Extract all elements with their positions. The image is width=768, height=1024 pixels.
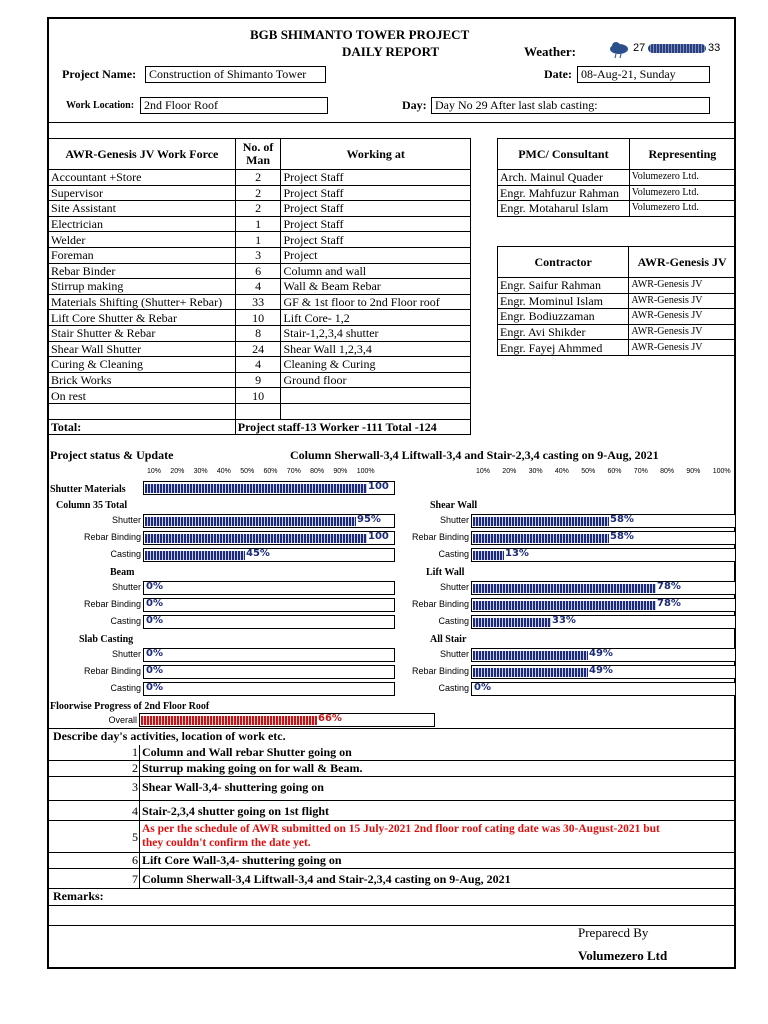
activity-text: Column and Wall rebar Shutter going on — [142, 745, 352, 759]
progress-bar-value: 100 — [368, 481, 389, 492]
progress-row-label: Shutter — [111, 515, 141, 525]
progress-row-label: Casting — [438, 549, 469, 559]
workforce-row — [49, 170, 471, 186]
progress-bar-fill — [473, 517, 609, 526]
contractor-name: Engr. Fayej Ahmmed — [498, 340, 629, 356]
progress-row-label: Casting — [110, 616, 141, 626]
pmc-name: Arch. Mainul Quader — [498, 170, 630, 186]
activity-text: Column Sherwall-3,4 Liftwall-3,4 and Stair-2,3,4 casting on 9-Aug, 2021 — [142, 872, 511, 886]
progress-bar — [143, 531, 395, 545]
workforce-row — [49, 310, 471, 326]
workforce-force: Stair Shutter & Rebar — [49, 325, 236, 341]
progress-bar-fill — [473, 534, 609, 543]
progress-bar — [143, 548, 395, 562]
workforce-location: Shear Wall 1,2,3,4 — [281, 341, 471, 357]
contractor-col-rep: AWR-Genesis JV — [629, 247, 736, 278]
workforce-location: Project Staff — [281, 201, 471, 217]
progress-bar-fill — [473, 551, 504, 560]
workforce-count: 8 — [235, 325, 281, 341]
workforce-count: 4 — [235, 279, 281, 295]
workforce-force: Accountant +Store — [49, 170, 236, 186]
workforce-count: 4 — [235, 357, 281, 373]
scale-tick-label: 100% — [356, 468, 375, 475]
workforce-row — [49, 388, 471, 404]
activity-text: Sturrup making going on for wall & Beam. — [142, 761, 363, 775]
activity-number: 4 — [132, 804, 138, 818]
workforce-location: Cleaning & Curing — [281, 357, 471, 373]
progress-bar — [471, 598, 736, 612]
progress-bar-value: 13% — [505, 548, 529, 559]
workforce-row — [49, 185, 471, 201]
activity-text: Shear Wall-3,4- shuttering going on — [142, 780, 324, 794]
contractor-table — [497, 246, 736, 356]
workforce-force: Rebar Binder — [49, 263, 236, 279]
workforce-count: 1 — [235, 232, 281, 248]
activity-number: 5 — [132, 830, 138, 844]
progress-section-label: Shear Wall — [430, 500, 478, 511]
contractor-name: Engr. Avi Shikder — [498, 324, 629, 340]
contractor-name: Engr. Bodiuzzaman — [498, 309, 629, 325]
activity-text: As per the schedule of AWR submitted on 15 July-2021 2nd floor roof cating date was 30-August-2021 but — [142, 823, 660, 835]
progress-row-label: Casting — [438, 683, 469, 693]
workforce-blank-cell — [235, 403, 281, 419]
scale-tick-label: 60% — [607, 468, 622, 475]
workforce-location: Project Staff — [281, 232, 471, 248]
pmc-representing: Volumezero Ltd. — [629, 201, 735, 217]
progress-bar-value: 0% — [146, 615, 163, 626]
workforce-count: 2 — [235, 185, 281, 201]
activity-text: Stair-2,3,4 shutter going on 1st flight — [142, 804, 330, 818]
day-field[interactable]: Day No 29 After last slab casting: — [431, 97, 710, 114]
status-title: Project status & Update — [50, 448, 174, 462]
contractor-row — [498, 293, 736, 309]
workforce-force: Shear Wall Shutter — [49, 341, 236, 357]
remarks-top-line — [48, 888, 735, 889]
workforce-row — [49, 325, 471, 341]
workforce-force: Foreman — [49, 247, 236, 263]
activities-num-divider — [139, 745, 140, 888]
progress-bar-value: 0% — [146, 682, 163, 693]
progress-section-label: Floorwise Progress of 2nd Floor Roof — [50, 701, 210, 712]
prepared-company: Volumezero Ltd — [578, 948, 668, 963]
scale-tick-label: 20% — [502, 468, 517, 475]
progress-row-label: Rebar Binding — [411, 666, 469, 676]
contractor-representing: AWR-Genesis JV — [629, 278, 736, 294]
pmc-name: Engr. Motaharul Islam — [498, 201, 630, 217]
work-location-label: Work Location: — [66, 100, 135, 111]
progress-row-label: Shutter — [111, 582, 141, 592]
pmc-row — [498, 185, 736, 201]
prepared-by: Preparecd By — [578, 925, 649, 940]
scale-tick-label: 40% — [554, 468, 569, 475]
progress-bar — [471, 531, 736, 545]
contractor-representing: AWR-Genesis JV — [629, 309, 736, 325]
workforce-row — [49, 247, 471, 263]
workforce-col-force: AWR-Genesis JV Work Force — [49, 139, 236, 170]
day-label: Day: — [402, 98, 427, 112]
progress-bar — [143, 615, 395, 629]
weather-label: Weather: — [524, 44, 576, 59]
progress-row-label: Casting — [438, 616, 469, 626]
workforce-row — [49, 372, 471, 388]
progress-row-label: Rebar Binding — [83, 532, 141, 542]
progress-section-label: Shutter Materials — [50, 484, 126, 495]
progress-bar-value: 45% — [246, 548, 270, 559]
workforce-row — [49, 341, 471, 357]
workforce-total-row — [49, 419, 471, 435]
activity-number: 1 — [132, 745, 138, 759]
pmc-col-rep: Representing — [629, 139, 735, 170]
workforce-location: Ground floor — [281, 372, 471, 388]
progress-bar — [139, 713, 435, 727]
activities-title: Describe day's activities, location of work etc. — [53, 729, 286, 743]
workforce-row — [49, 294, 471, 310]
scale-tick-label: 50% — [240, 468, 255, 475]
workforce-row — [49, 201, 471, 217]
scale-tick-label: 10% — [147, 468, 162, 475]
scale-tick-label: 20% — [170, 468, 185, 475]
workforce-count: 2 — [235, 201, 281, 217]
workforce-force: Materials Shifting (Shutter+ Rebar) — [49, 294, 236, 310]
progress-bar-value: 49% — [589, 648, 613, 659]
report-subtitle: DAILY REPORT — [342, 44, 440, 59]
contractor-representing: AWR-Genesis JV — [629, 293, 736, 309]
date-label: Date: — [544, 67, 572, 81]
pmc-name: Engr. Mahfuzur Rahman — [498, 185, 630, 201]
status-headline: Column Sherwall-3,4 Liftwall-3,4 and Stair-2,3,4 casting on 9-Aug, 2021 — [290, 448, 659, 462]
pmc-representing: Volumezero Ltd. — [629, 170, 735, 186]
workforce-row — [49, 263, 471, 279]
workforce-force: Site Assistant — [49, 201, 236, 217]
progress-bar-value: 95% — [357, 514, 381, 525]
temp-range-bar — [648, 44, 706, 53]
progress-bar — [143, 581, 395, 595]
workforce-location: Stair-1,2,3,4 shutter — [281, 325, 471, 341]
contractor-row — [498, 278, 736, 294]
progress-bar-fill — [141, 716, 317, 725]
workforce-force: Brick Works — [49, 372, 236, 388]
scale-tick-label: 90% — [686, 468, 701, 475]
scale-tick-label: 100% — [712, 468, 731, 475]
progress-section-label: Column 35 Total — [56, 500, 128, 511]
progress-row-label: Rebar Binding — [83, 666, 141, 676]
scale-tick-label: 60% — [263, 468, 278, 475]
contractor-row — [498, 340, 736, 356]
workforce-location: Project Staff — [281, 216, 471, 232]
progress-bar-fill — [473, 668, 588, 677]
activity-text-continued: they couldn't confirm the date yet. — [142, 837, 311, 849]
contractor-representing: AWR-Genesis JV — [629, 340, 736, 356]
pmc-representing: Volumezero Ltd. — [629, 185, 735, 201]
workforce-force: Electrician — [49, 216, 236, 232]
weather-icon — [608, 41, 630, 59]
progress-bar-fill — [473, 601, 656, 610]
workforce-location: Project Staff — [281, 170, 471, 186]
activity-row-line — [48, 868, 735, 869]
workforce-force: On rest — [49, 388, 236, 404]
date-field[interactable]: 08-Aug-21, Sunday — [577, 66, 710, 83]
progress-bar-fill — [473, 651, 588, 660]
progress-bar — [471, 548, 736, 562]
progress-bar-value: 33% — [552, 615, 576, 626]
progress-bar-value: 66% — [318, 713, 342, 724]
report-title: BGB SHIMANTO TOWER PROJECT — [250, 27, 470, 42]
workforce-location: Project — [281, 247, 471, 263]
progress-section-label: Beam — [110, 567, 135, 578]
contractor-row — [498, 309, 736, 325]
progress-bar-fill — [145, 551, 245, 560]
progress-bar-value: 0% — [146, 598, 163, 609]
workforce-count: 33 — [235, 294, 281, 310]
progress-bar-fill — [473, 618, 551, 627]
progress-bar-value: 0% — [146, 581, 163, 592]
scale-tick-label: 80% — [660, 468, 675, 475]
progress-row-label: Shutter — [439, 582, 469, 592]
workforce-spacer-row — [49, 403, 471, 419]
scale-tick-label: 80% — [310, 468, 325, 475]
workforce-count: 9 — [235, 372, 281, 388]
contractor-col-name: Contractor — [498, 247, 629, 278]
progress-bar — [143, 598, 395, 612]
progress-row-label: Casting — [110, 683, 141, 693]
activity-number: 6 — [132, 853, 138, 867]
workforce-col-no: No. of Man — [235, 139, 281, 170]
activity-row-line — [48, 820, 735, 821]
scale-tick-label: 90% — [333, 468, 348, 475]
remarks-label: Remarks: — [53, 889, 104, 903]
workforce-count: 10 — [235, 388, 281, 404]
progress-row-label: Rebar Binding — [83, 599, 141, 609]
overall-label: Overall — [108, 715, 137, 725]
workforce-row — [49, 279, 471, 295]
progress-bar-value: 49% — [589, 665, 613, 676]
workforce-count: 1 — [235, 216, 281, 232]
pmc-row — [498, 170, 736, 186]
project-name-field[interactable]: Construction of Shimanto Tower — [145, 66, 326, 83]
workforce-count: 6 — [235, 263, 281, 279]
progress-bar — [143, 682, 395, 696]
workforce-blank-cell — [281, 403, 471, 419]
progress-bar — [143, 648, 395, 662]
progress-bar-fill — [145, 484, 367, 493]
scale-tick-label: 40% — [216, 468, 231, 475]
workforce-location: Column and wall — [281, 263, 471, 279]
progress-bar — [471, 615, 736, 629]
temp-high: 33 — [708, 42, 721, 54]
progress-bar-fill — [473, 584, 656, 593]
progress-section-label: Slab Casting — [79, 634, 134, 645]
workforce-force: Stirrup making — [49, 279, 236, 295]
scale-tick-label: 10% — [476, 468, 491, 475]
workforce-count: 3 — [235, 247, 281, 263]
progress-bar — [471, 682, 736, 696]
pmc-col-name: PMC/ Consultant — [498, 139, 630, 170]
workforce-location: GF & 1st floor to 2nd Floor roof — [281, 294, 471, 310]
contractor-name: Engr. Mominul Islam — [498, 293, 629, 309]
workforce-force: Supervisor — [49, 185, 236, 201]
progress-section-label: Lift Wall — [426, 567, 465, 578]
workforce-row — [49, 232, 471, 248]
work-location-field[interactable]: 2nd Floor Roof — [140, 97, 328, 114]
progress-bar — [471, 665, 736, 679]
workforce-location: Wall & Beam Rebar — [281, 279, 471, 295]
workforce-location — [281, 388, 471, 404]
workforce-location: Project Staff — [281, 185, 471, 201]
progress-bar-value: 58% — [610, 514, 634, 525]
workforce-row — [49, 216, 471, 232]
progress-bar — [471, 648, 736, 662]
progress-section-label: All Stair — [430, 634, 467, 645]
progress-bar — [143, 514, 395, 528]
activity-row-line — [48, 800, 735, 801]
progress-bar-value: 78% — [657, 598, 681, 609]
workforce-location: Lift Core- 1,2 — [281, 310, 471, 326]
workforce-force: Lift Core Shutter & Rebar — [49, 310, 236, 326]
pmc-table — [497, 138, 736, 217]
progress-bar — [471, 581, 736, 595]
workforce-count: 2 — [235, 170, 281, 186]
progress-bar-value: 58% — [610, 531, 634, 542]
progress-bar — [143, 481, 395, 495]
scale-tick-label: 30% — [193, 468, 208, 475]
temp-low: 27 — [633, 42, 646, 54]
progress-row-label: Shutter — [439, 515, 469, 525]
workforce-force: Curing & Cleaning — [49, 357, 236, 373]
scale-tick-label: 50% — [581, 468, 596, 475]
pmc-row — [498, 201, 736, 217]
workforce-table — [48, 138, 471, 435]
progress-bar-value: 78% — [657, 581, 681, 592]
workforce-count: 24 — [235, 341, 281, 357]
scale-tick-label: 30% — [528, 468, 543, 475]
activity-text: Lift Core Wall-3,4- shuttering going on — [142, 853, 342, 867]
progress-row-label: Rebar Binding — [411, 599, 469, 609]
progress-row-label: Shutter — [439, 649, 469, 659]
workforce-row — [49, 357, 471, 373]
progress-bar-value: 0% — [146, 648, 163, 659]
progress-row-label: Casting — [110, 549, 141, 559]
progress-bar — [471, 514, 736, 528]
contractor-name: Engr. Saifur Rahman — [498, 278, 629, 294]
progress-bar-value: 100 — [368, 531, 389, 542]
project-name-label: Project Name: — [62, 67, 137, 81]
workforce-total-value: Project staff-13 Worker -111 Total -124 — [235, 419, 470, 435]
remarks-line-1 — [48, 905, 735, 906]
progress-bar-value: 0% — [474, 682, 491, 693]
workforce-count: 10 — [235, 310, 281, 326]
workforce-blank-cell — [49, 403, 236, 419]
contractor-row — [498, 324, 736, 340]
progress-row-label: Shutter — [111, 649, 141, 659]
scale-tick-label: 70% — [286, 468, 301, 475]
progress-bar — [143, 665, 395, 679]
progress-bar-value: 0% — [146, 665, 163, 676]
activity-number: 2 — [132, 761, 138, 775]
header-divider — [48, 122, 735, 123]
workforce-total-label: Total: — [49, 419, 236, 435]
contractor-representing: AWR-Genesis JV — [629, 324, 736, 340]
progress-row-label: Rebar Binding — [411, 532, 469, 542]
scale-tick-label: 70% — [633, 468, 648, 475]
activity-number: 7 — [132, 872, 138, 886]
progress-bar-fill — [145, 517, 356, 526]
activity-row-line — [48, 776, 735, 777]
progress-bar-fill — [145, 534, 367, 543]
activity-number: 3 — [132, 780, 138, 794]
workforce-force: Welder — [49, 232, 236, 248]
workforce-col-at: Working at — [281, 139, 471, 170]
